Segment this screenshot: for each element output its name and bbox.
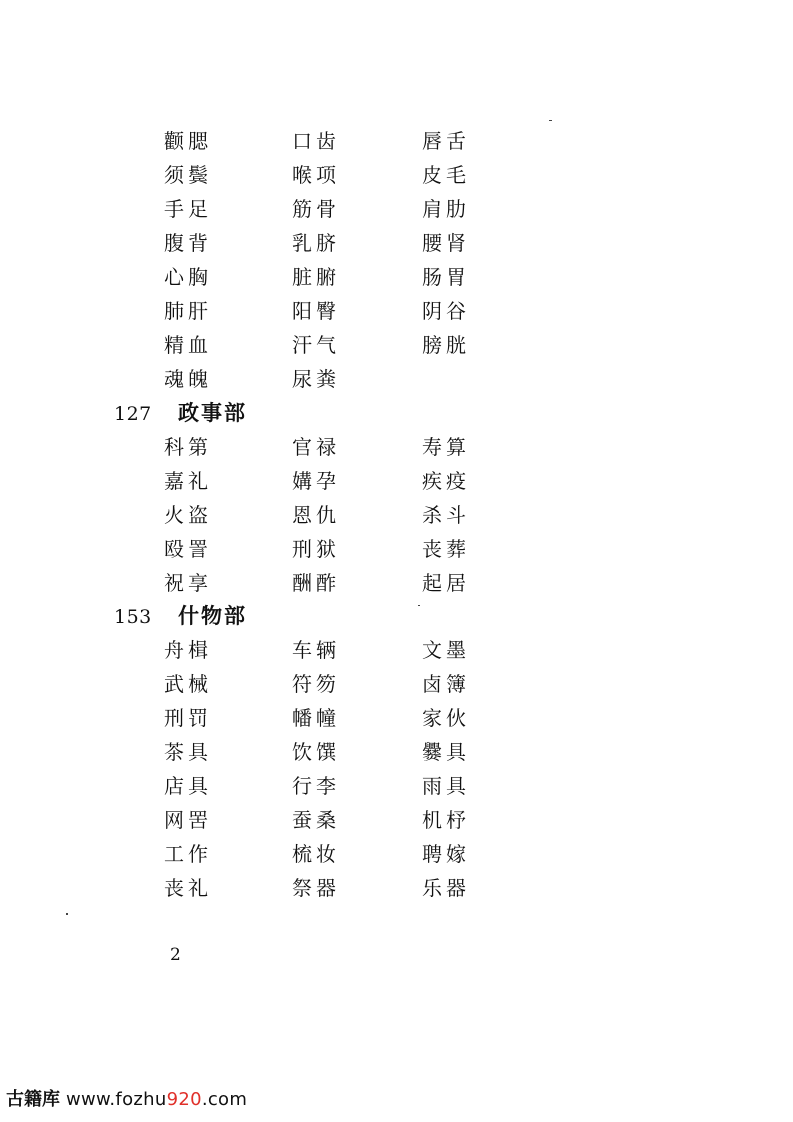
entry: 火盗 — [164, 503, 212, 527]
entry: 刑罚 — [164, 706, 212, 730]
entry: 官禄 — [292, 435, 340, 459]
entry: 媾孕 — [292, 469, 340, 493]
list-row — [0, 571, 793, 605]
entry: 疾疫 — [422, 469, 470, 493]
list-row — [0, 265, 793, 299]
list-row — [0, 231, 793, 265]
entry: 肺肝 — [164, 299, 212, 323]
section-title: 什物部 — [178, 604, 247, 628]
page-number: 2 — [170, 945, 181, 965]
entry: 腹背 — [164, 231, 212, 255]
entry: 店具 — [164, 774, 212, 798]
entry: 乳脐 — [292, 231, 340, 255]
list-row — [0, 638, 793, 672]
list-row — [0, 503, 793, 537]
entry: 殴詈 — [164, 537, 212, 561]
entry: 丧礼 — [164, 876, 212, 900]
entry: 茶具 — [164, 740, 212, 764]
entry: 筋骨 — [292, 197, 340, 221]
entry: 阴谷 — [422, 299, 470, 323]
section-number: 127 — [114, 403, 152, 425]
entry: 饮馔 — [292, 740, 340, 764]
scan-speck — [66, 913, 68, 915]
entry: 恩仇 — [292, 503, 340, 527]
entry: 膀胱 — [422, 333, 470, 357]
list-row — [0, 842, 793, 876]
list-row — [0, 808, 793, 842]
entry: 科第 — [164, 435, 212, 459]
section-number: 153 — [114, 606, 152, 628]
list-row — [0, 197, 793, 231]
entry: 文墨 — [422, 638, 470, 662]
section-body-politics — [0, 435, 793, 605]
list-row — [0, 706, 793, 740]
entry: 魂魄 — [164, 367, 212, 391]
section-heading-utensils — [0, 603, 793, 633]
list-row — [0, 163, 793, 197]
entry: 口齿 — [292, 129, 340, 153]
entry: 须鬓 — [164, 163, 212, 187]
section-title: 政事部 — [178, 401, 247, 425]
list-row — [0, 129, 793, 163]
entry: 刑狱 — [292, 537, 340, 561]
entry: 起居 — [422, 571, 470, 595]
entry: 精血 — [164, 333, 212, 357]
watermark-site — [66, 1089, 247, 1110]
section-body-utensils — [0, 638, 793, 910]
entry: 寿算 — [422, 435, 470, 459]
entry: 杀斗 — [422, 503, 470, 527]
entry: 舟楫 — [164, 638, 212, 662]
entry: 武械 — [164, 672, 212, 696]
entry: 尿粪 — [292, 367, 340, 391]
entry: 阳臀 — [292, 299, 340, 323]
entry: 皮毛 — [422, 163, 470, 187]
entry: 梳妆 — [292, 842, 340, 866]
entry: 聘嫁 — [422, 842, 470, 866]
footer-watermark — [6, 1088, 247, 1112]
entry: 肩肋 — [422, 197, 470, 221]
section-heading-politics — [0, 400, 793, 430]
entry: 祭器 — [292, 876, 340, 900]
entry: 腰肾 — [422, 231, 470, 255]
entry: 符笏 — [292, 672, 340, 696]
entry: 汗气 — [292, 333, 340, 357]
list-row — [0, 435, 793, 469]
watermark-site-prefix: www.fozhu — [66, 1089, 167, 1110]
scan-speck — [549, 120, 552, 121]
watermark-site-accent: 920 — [166, 1089, 202, 1110]
entry: 行李 — [292, 774, 340, 798]
entry: 肠胃 — [422, 265, 470, 289]
list-row — [0, 333, 793, 367]
entry: 喉项 — [292, 163, 340, 187]
watermark-site-suffix: .com — [201, 1089, 248, 1110]
section-body-organs — [0, 129, 793, 401]
list-row — [0, 876, 793, 910]
entry: 蚕桑 — [292, 808, 340, 832]
entry: 酬酢 — [292, 571, 340, 595]
entry: 爨具 — [422, 740, 470, 764]
entry: 唇舌 — [422, 129, 470, 153]
scan-speck — [418, 605, 420, 606]
list-row — [0, 774, 793, 808]
list-row — [0, 672, 793, 706]
entry: 手足 — [164, 197, 212, 221]
list-row — [0, 537, 793, 571]
entry: 乐器 — [422, 876, 470, 900]
entry: 家伙 — [422, 706, 470, 730]
entry: 丧葬 — [422, 537, 470, 561]
watermark-name: 古籍库 — [6, 1089, 60, 1110]
entry: 脏腑 — [292, 265, 340, 289]
entry: 卤簿 — [422, 672, 470, 696]
list-row — [0, 367, 793, 401]
entry: 机杼 — [422, 808, 470, 832]
entry: 颧腮 — [164, 129, 212, 153]
entry: 雨具 — [422, 774, 470, 798]
entry: 嘉礼 — [164, 469, 212, 493]
entry: 网罟 — [164, 808, 212, 832]
entry: 祝享 — [164, 571, 212, 595]
list-row — [0, 299, 793, 333]
list-row — [0, 740, 793, 774]
entry: 工作 — [164, 842, 212, 866]
entry: 心胸 — [164, 265, 212, 289]
entry: 车辆 — [292, 638, 340, 662]
entry: 幡幢 — [292, 706, 340, 730]
list-row — [0, 469, 793, 503]
